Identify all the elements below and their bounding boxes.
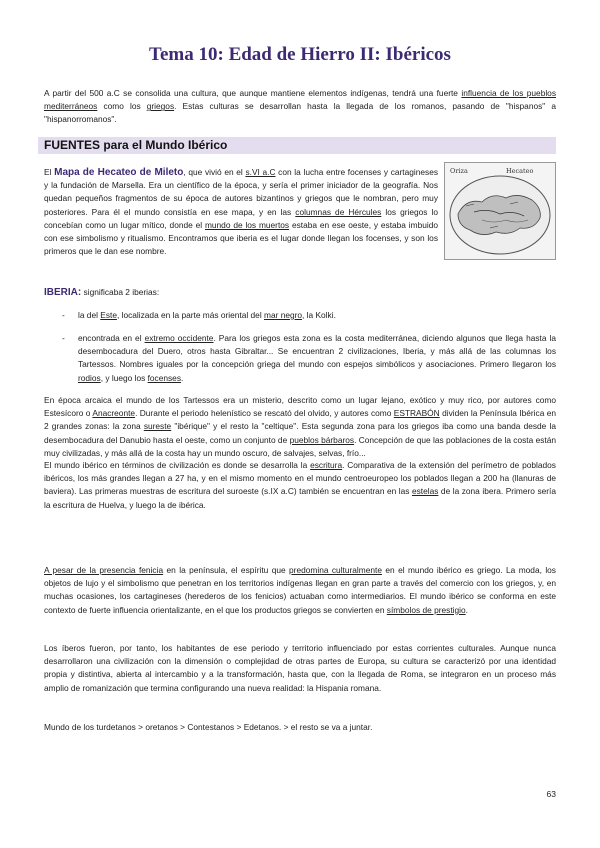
text: "ibérique" y el resto la "celtique". Esta segunda zona para los griegos iba como una banda desde la desembocadura del Danubio hasta el oeste, como un conjunto de [44,421,556,445]
page-number: 63 [546,789,556,799]
iberos-paragraph: Los íberos fueron, por tanto, los habitantes de ese periodo y territorio influenciado por estas corrientes culturales. Aunque nunca desarrollaron una civilización con la dimensión o complejidad de otras partes de Europa, su cultura se caracterizó por una identidad propia y distintiva, abierta al intercambio y a la transformación, hasta que, con la llegada de Roma, se integraron en un proceso más amplio de romanización que termina configurando una nueva realidad: la Hispania romana. [44,643,556,693]
iberia-label: IBERIA: [44,287,82,298]
underlined-term: estelas [411,486,439,497]
text: la del [78,310,101,320]
text: como los [97,101,147,112]
text: los griegos lo concebían como un lugar mítico, donde el [44,206,438,230]
bullet-marker: - [62,310,65,320]
peoples-line: Mundo de los turdetanos > oretanos > Contestanos > Edetanos. > el resto se va a juntar. [44,722,373,732]
text: de la zona ibera. Primero sería la escritura de Huelva, y luego la de ibérica. [44,486,557,510]
underlined-term: A pesar de la presencia fenicia [44,565,164,575]
text: El mundo ibérico en términos de civilización es donde se desarrolla la [44,460,311,470]
section-heading-bar [38,137,556,154]
underlined-term: mundo de los muertos [204,219,290,230]
tartesos-paragraph [44,394,556,460]
text: . [181,372,184,383]
underlined-term: mar negro [264,310,303,320]
underlined-term: extremo occidente [144,333,214,343]
text: , localizada en la parte más oriental del [116,310,264,320]
text: En época arcaica el mundo de los Tartessos era un misterio, descrito como un lugar lejano, exótico y muy rico, por autores como Estesícoro o [44,395,556,419]
list-item [78,332,556,385]
text: . Estas culturas se desarrollan hasta la llegada de los romanos, pasando de "hispanos" a "hispanorromanos". [44,101,556,125]
list-item [78,309,556,322]
underlined-term: Anacreonte [92,408,136,419]
underlined-term: escritura [310,460,343,470]
text: en el mundo ibérico es griego. La moda, los objetos de lujo y el simbolismo que penetran en los territorios indígenas llegan en gran parte a través del comercio con los griegos, y, en muchas ocasiones, los cartagineses (herederos de los fenicios) actuaban como intermediarios. El mundo ibérico se conforma en este contexto de fuerte influencia orientalizante, en el que los productos griegos se convierten en [44,565,556,615]
text: El [44,167,55,177]
underlined-term: ESTRABÓN [393,408,440,419]
intro-paragraph [44,87,556,127]
underlined-term: focenses [147,372,181,383]
underlined-term: pueblos bárbaros [289,434,355,445]
iberia-line [44,286,556,299]
text: . Concepción de que las poblaciones de la costa están muy civilizadas, y más allá de la costa hay un mundo oscuro, de salvajes, selvas, frío... [44,434,556,458]
hecateo-map-image [444,162,556,260]
underlined-term: Este [100,310,117,320]
bullet-marker: - [62,333,65,343]
hecateo-paragraph [44,166,438,258]
text: A partir del 500 a.C se consolida una cultura, que aunque mantiene elementos indígenas, tendrá una fuerte [44,88,462,98]
underlined-term: columnas de Hércules [295,206,382,217]
underlined-term: griegos [146,101,175,112]
text: dividen la Península Ibérica en 2 grandes zonas: la zona [44,408,556,432]
section-heading: FUENTES para el Mundo Ibérico [44,138,228,152]
map-label-left: Oriza [450,167,468,175]
text: . Comparativa de la extensión del perímetro de poblados ibéricos, los más grandes llegan a 27 ha, y en el mismo momento en el mundo centroeuropeo los poblados llegan a 200 ha (llanuras de baviera). Las primeras muestras de escritura del suroeste (s.IX a.C) también se encuentran en las [44,460,556,497]
fenicia-paragraph [44,564,556,617]
underlined-term: predomina culturalmente [289,565,382,575]
text: en la península, el espíritu que [163,565,290,575]
highlighted-term: Mapa de Hecateo de Mileto [54,167,184,178]
underlined-term: sureste [143,421,172,432]
text: , que vivió en el [183,167,246,177]
page-title: Tema 10: Edad de Hierro II: Ibéricos [149,44,451,65]
text: . Para los griegos esta zona es la costa mediterránea, diciendo algunos que llega hasta la desembocadura del Duero, otros hasta Gibraltar... Se encuentran 2 civilizaciones, Iberia, y más allá de las columnas los Tartessos. Nombres iguales por la concepción griega del mundo con espejos simbólicos y asociaciones. Primero llegaron los [78,333,556,370]
text: con la lucha entre focenses y cartagineses y la fundación de Marsella. Era un científico de la época, y sería el primer iniciador de la geografía. Nos quedan pequeños fragmentos de su época de autores bizantinos y griegos que le nombran, pero muy posteriores. Para él el mundo consistía en ese mapa, y en las [44,167,439,217]
text: encontrada en el [78,333,145,343]
text: . [465,604,468,615]
text: , y luego los [100,372,148,383]
underlined-term: rodios [78,372,101,383]
text: significaba 2 iberias: [81,287,160,297]
underlined-term: s.VI a.C [245,167,276,177]
text: . Durante el periodo helenístico se rescató del olvido, y autores como [135,408,394,419]
underlined-term: influencia de los pueblos mediterráneos [44,88,556,112]
text: estaba en ese oeste, y estaba imbuido con ese simbolismo y ritualismo. Encontramos que iberia es el lugar donde llegan los focenses, y son los primeros que le dan ese nombre. [44,219,438,257]
iberico-paragraph [44,459,556,512]
map-label-right: Hecateo [506,167,534,175]
underlined-term: símbolos de prestigio [386,604,466,615]
text: , la Kolki. [302,310,336,320]
